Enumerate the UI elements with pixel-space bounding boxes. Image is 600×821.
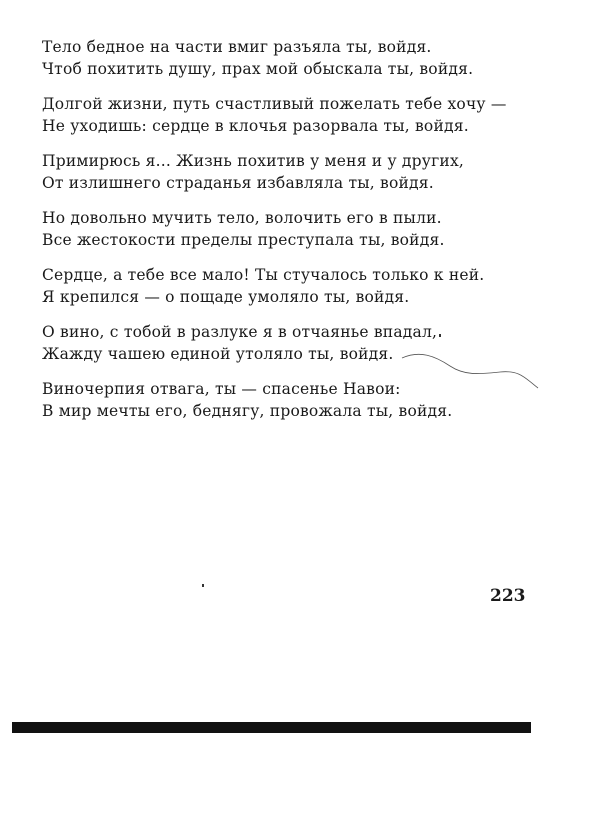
poem-line: Примирюсь я... Жизнь похитив у меня и у других,	[42, 152, 465, 170]
poem-line: Долгой жизни, путь счастливый пожелать тебе хочу —	[42, 95, 507, 113]
speck	[202, 584, 204, 587]
poem-line: Я крепился — о пощаде умоляло ты, войдя.	[42, 288, 410, 306]
poem-line: Жажду чашею единой утоляло ты, войдя.	[42, 345, 394, 363]
stanza-3	[42, 150, 562, 194]
poem-line: Сердце, а тебе все мало! Ты стучалось только к ней.	[42, 266, 485, 284]
scan-edge-bar	[12, 722, 531, 733]
poem-line: О вино, с тобой в разлуке я в отчаянье впадал,	[42, 323, 438, 341]
pen-mark	[400, 348, 540, 398]
stanza-4	[42, 207, 562, 251]
stanza-1	[42, 36, 562, 80]
page-number: 223	[490, 586, 526, 606]
poem-line: Чтоб похитить душу, прах мой обыскала ты, войдя.	[42, 60, 474, 78]
poem-line: В мир мечты его, беднягу, провожала ты, войдя.	[42, 402, 453, 420]
poem-line: Не уходишь: сердце в клочья разорвала ты, войдя.	[42, 117, 469, 135]
poem-line: Виночерпия отвага, ты — спасенье Навои:	[42, 380, 401, 398]
poem-line: Но довольно мучить тело, волочить его в пыли.	[42, 209, 442, 227]
stanza-5	[42, 264, 562, 308]
poem-line: Все жестокости пределы преступала ты, войдя.	[42, 231, 445, 249]
speck	[439, 334, 441, 337]
poem-line: От излишнего страданья избавляла ты, войдя.	[42, 174, 434, 192]
stanza-2	[42, 93, 562, 137]
poem-line: Тело бедное на части вмиг разъяла ты, войдя.	[42, 38, 432, 56]
